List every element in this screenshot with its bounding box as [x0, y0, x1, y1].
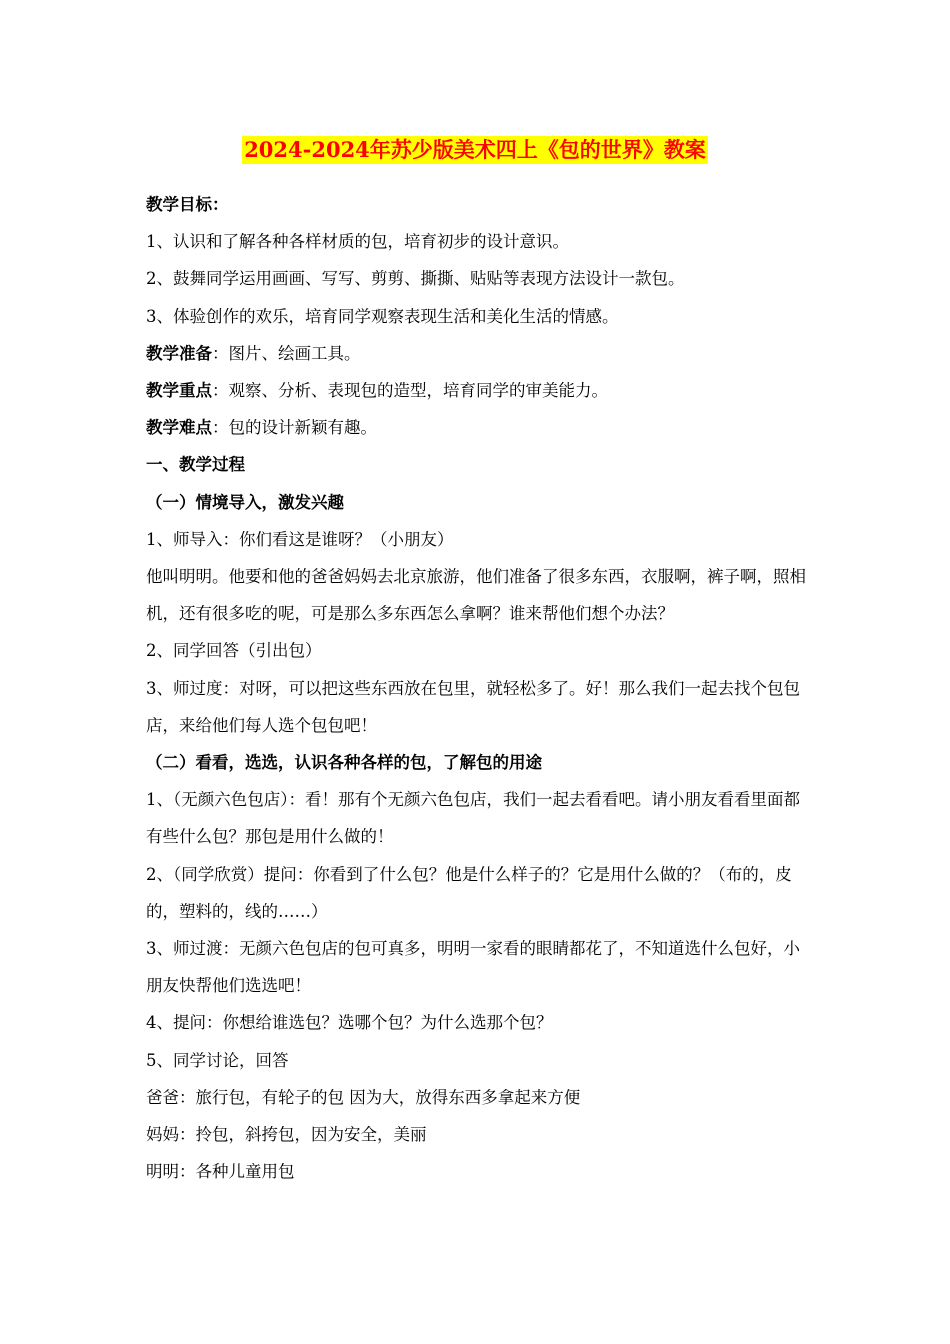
- section2-item: 1、（无颜六色包店）：看！那有个无颜六色包店，我们一起去看看吧。请小朋友看看里面都有些什么包？那包是用什么做的！: [146, 790, 800, 847]
- objective-item: 2、鼓舞同学运用画画、写写、剪剪、撕撕、贴贴等表现方法设计一款包。: [146, 269, 685, 289]
- difficulty-text: ：包的设计新颖有趣。: [212, 418, 377, 438]
- section1-heading: （一）情境导入，激发兴趣: [146, 492, 344, 512]
- document-title: 2024-2024年苏少版美术四上《包的世界》教案: [244, 137, 706, 162]
- difficulty-label: 教学难点: [146, 418, 212, 438]
- prep-line: [146, 335, 810, 372]
- section2-item: 5、同学讨论，回答: [146, 1050, 289, 1070]
- section2-item: 明明：各种儿童用包: [146, 1162, 295, 1182]
- section1-item: 3、师过度：对呀，可以把这些东西放在包里，就轻松多了。好！那么我们一起去找个包包店，来给他们每人选个包包吧！: [146, 678, 800, 735]
- section1-item: 他叫明明。他要和他的爸爸妈妈去北京旅游，他们准备了很多东西，衣服啊，裤子啊，照相机，还有很多吃的呢，可是那么多东西怎么拿啊？谁来帮他们想个办法？: [146, 567, 806, 624]
- section2-item: 妈妈：拎包，斜挎包，因为安全，美丽: [146, 1125, 427, 1145]
- section2-item: 4、提问：你想给谁选包？选哪个包？为什么选那个包？: [146, 1013, 553, 1033]
- key-text: ：观察、分析、表现包的造型，培育同学的审美能力。: [212, 381, 608, 401]
- section1-item: 2、同学回答（引出包）: [146, 641, 322, 661]
- section1-item: 1、师导入：你们看这是谁呀？（小朋友）: [146, 529, 454, 549]
- document-body: [146, 186, 810, 1190]
- key-label: 教学重点: [146, 381, 212, 401]
- title-container: [0, 136, 950, 164]
- process-heading: 一、教学过程: [146, 455, 245, 475]
- section2-item: 3、师过渡：无颜六色包店的包可真多，明明一家看的眼睛都花了，不知道选什么包好，小朋友快帮他们选选吧！: [146, 939, 800, 996]
- prep-text: ：图片、绘画工具。: [212, 343, 361, 363]
- objective-item: 1、认识和了解各种各样材质的包，培育初步的设计意识。: [146, 232, 569, 252]
- section2-heading: （二）看看，选选，认识各种各样的包，了解包的用途: [146, 753, 542, 773]
- section2-item: 2、（同学欣赏）提问：你看到了什么包？他是什么样子的？它是用什么做的？（布的，皮的，塑料的，线的……）: [146, 864, 792, 921]
- prep-label: 教学准备: [146, 343, 212, 363]
- section2-item: 爸爸：旅行包，有轮子的包 因为大，放得东西多拿起来方便: [146, 1087, 581, 1107]
- key-line: [146, 372, 810, 409]
- objective-item: 3、体验创作的欢乐，培育同学观察表现生活和美化生活的情感。: [146, 306, 619, 326]
- difficulty-line: [146, 409, 810, 446]
- objectives-heading: 教学目标：: [146, 195, 229, 214]
